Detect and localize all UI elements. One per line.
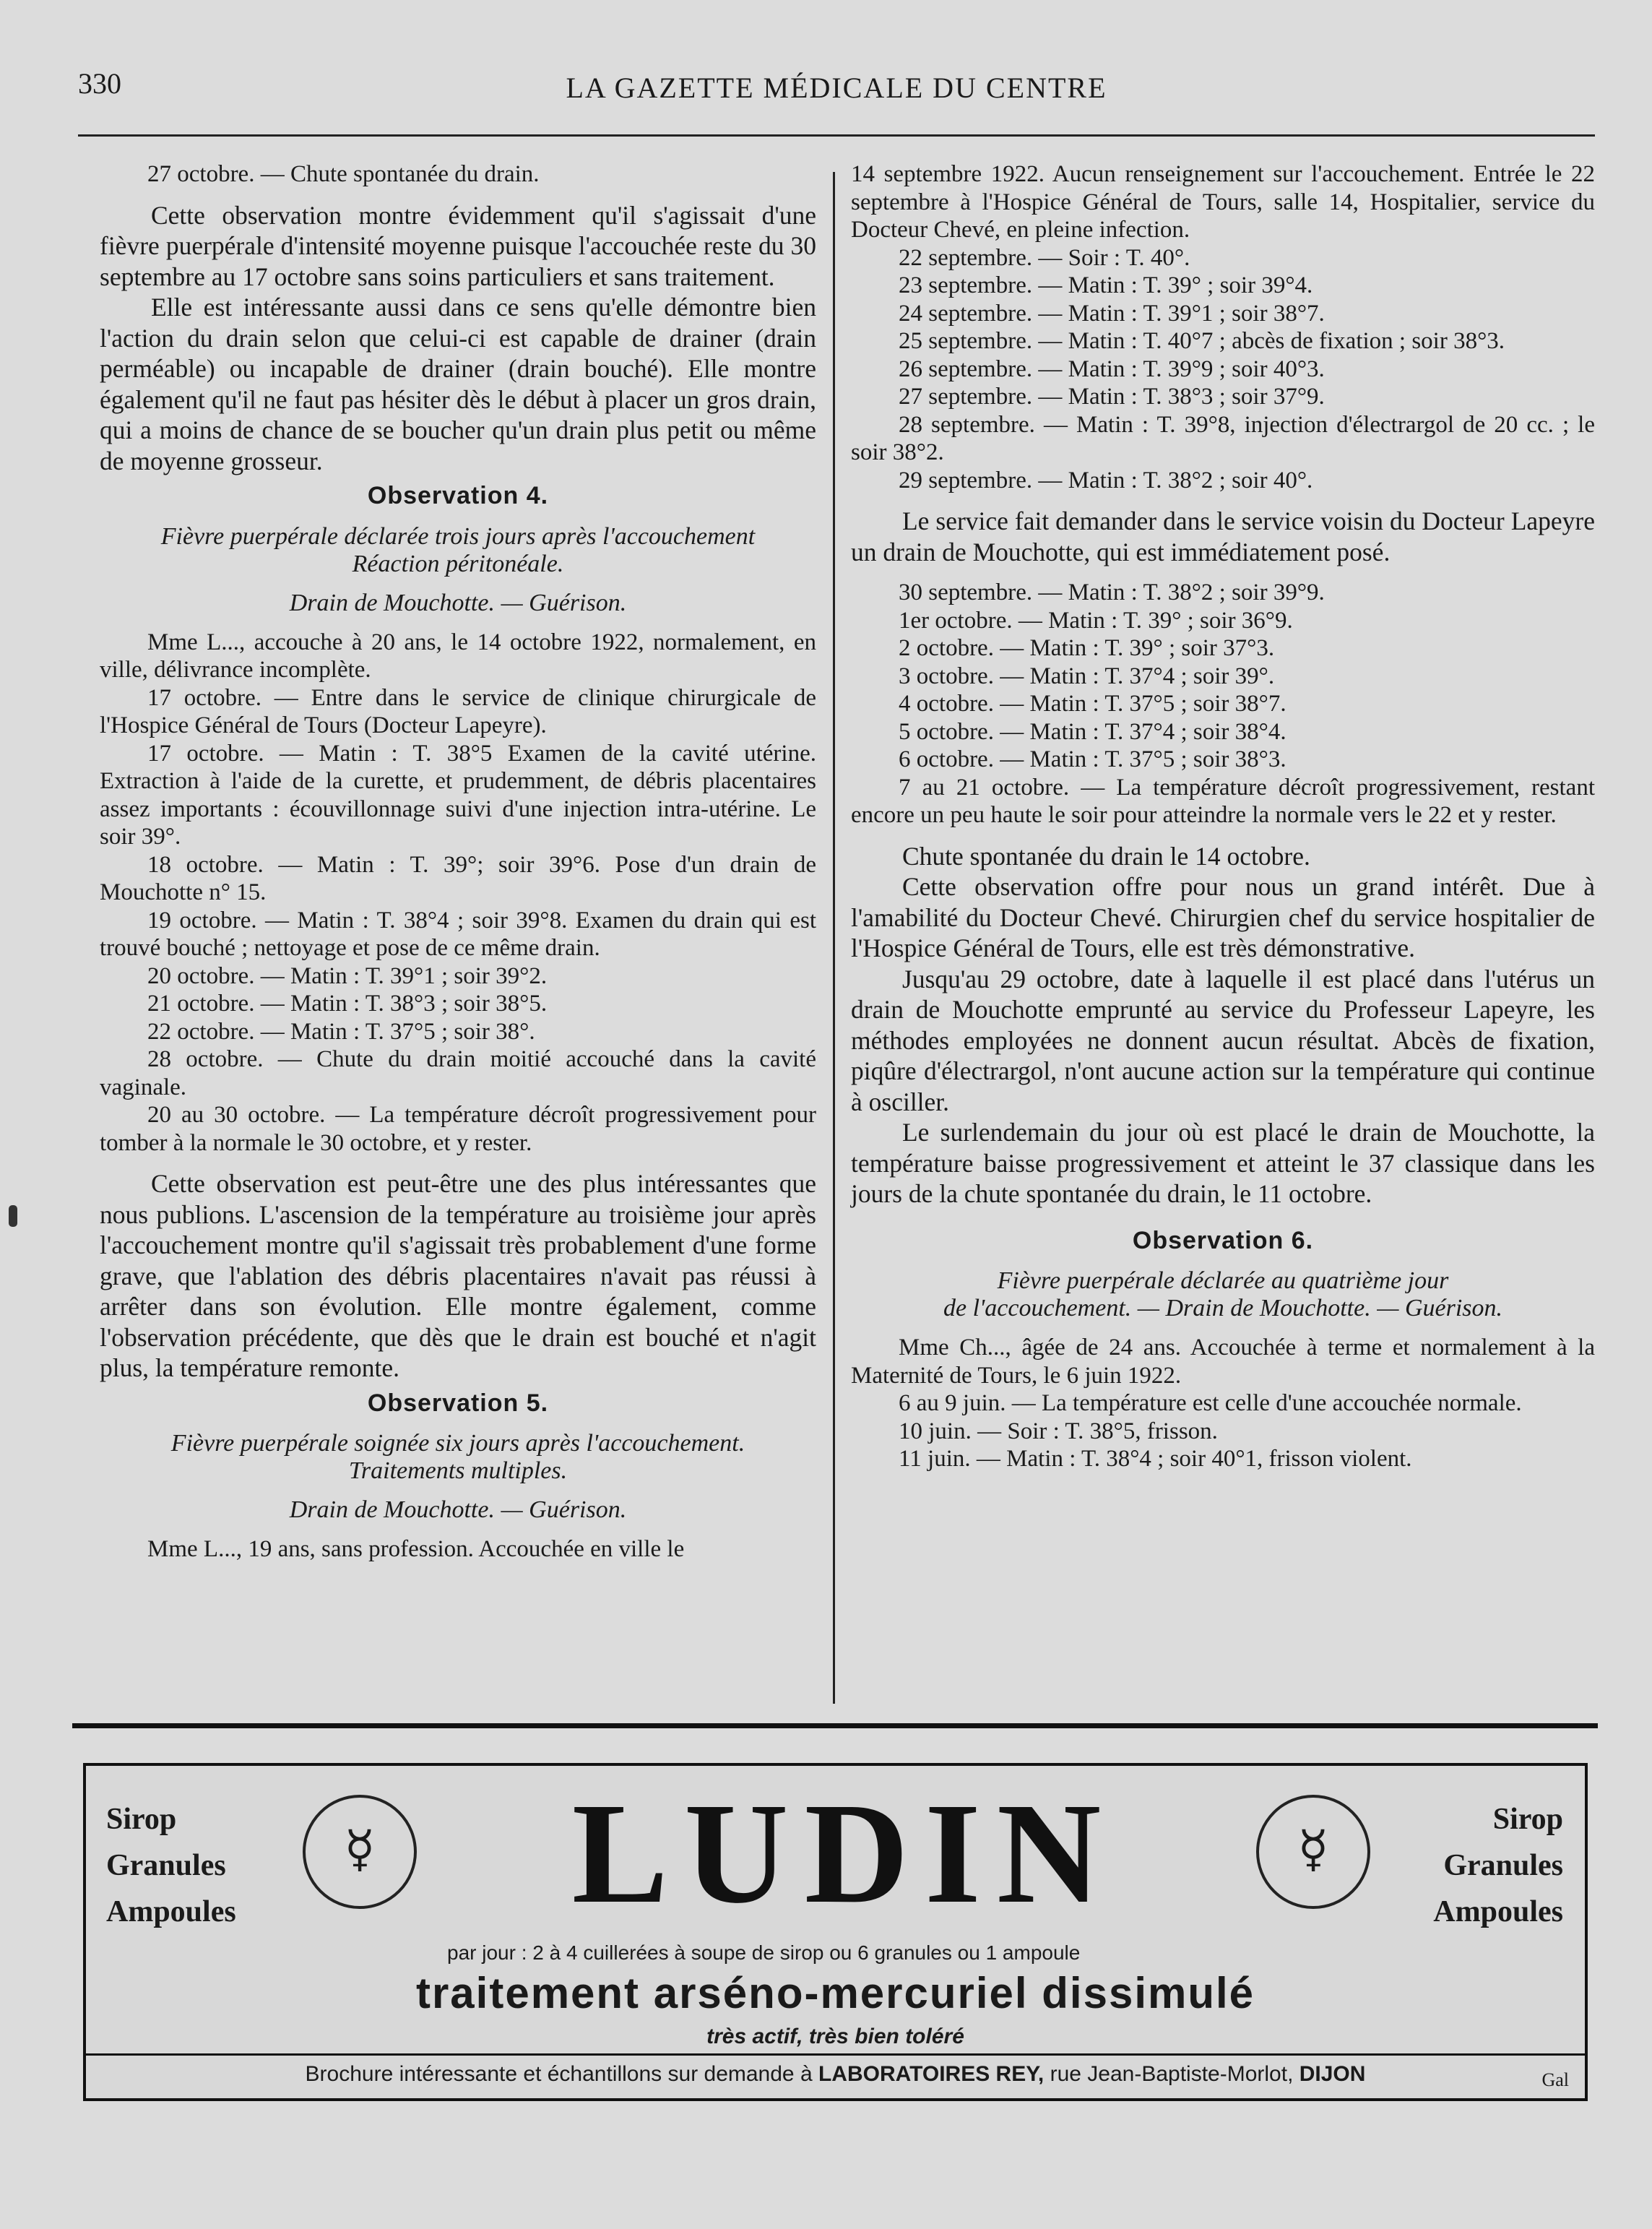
body-paragraph: Elle est intéressante aussi dans ce sens qu'elle démontre bien l'action du drain selon que celui-ci est capable de drainer (drain perméable) ou incapable de drainer (drain bouché). Elle montre également qu'il ne faut pas hésiter dès le début à placer un gros drain, qui a moins de chance de se boucher qu'un drain plus petit ou même de moyenne grosseur. [100,293,816,475]
case-note: 28 septembre. — Matin : T. 39°8, injection d'électrargol de 20 cc. ; le soir 38°2. [851,411,1595,465]
spacer [851,829,1595,841]
page-header [78,66,1595,124]
body-paragraph: Le surlendemain du jour où est placé le drain de Mouchotte, la température baisse progressivement et atteint le 37 classique dans les jours de la chute spontanée du drain, le 11 octobre. [851,1118,1595,1208]
column-divider [833,172,835,1704]
body-paragraph: Cette observation est peut-être une des plus intéressantes que nous publions. L'ascension de la température au troisième jour après l'accouchement montre qu'il s'agissait très probablement d'une forme grave, que l'ablation des débris placentaires n'avait pas réussi à arrêter dans son évolution. Elle montre également, comme l'observation précédente, que dès que le drain est bouché et n'agit plus, la température remonte. [100,1169,816,1382]
section-subtitle: Fièvre puerpérale déclarée trois jours après l'accouchement [160,522,756,550]
case-note: 6 au 9 juin. — La température est celle d'une accouchée normale. [899,1390,1522,1416]
ad-right-forms [1433,1796,1563,1935]
spacer [100,1485,816,1496]
case-note: 6 octobre. — Matin : T. 37°5 ; soir 38°3. [899,746,1286,772]
case-note: 20 octobre. — Matin : T. 39°1 ; soir 39°2. [147,962,548,989]
section-heading: Observation 4. [367,482,549,509]
case-note: 22 septembre. — Soir : T. 40°. [899,244,1190,271]
ad-footer-city: DIJON [1299,2062,1366,2086]
ad-footer-lab: LABORATOIRES REY, [818,2062,1045,2086]
case-note: 5 octobre. — Matin : T. 37°4 ; soir 38°4. [899,718,1286,745]
ink-smudge [9,1205,17,1227]
ad-dosage: par jour : 2 à 4 cuillerées à soupe de sirop ou 6 granules ou 1 ampoule [447,1941,1081,1964]
case-note: 27 septembre. — Matin : T. 38°3 ; soir 37°9. [899,384,1325,410]
right-column [851,160,1595,1473]
body-paragraph: Cette observation offre pour nous un grand intérêt. Due à l'amabilité du Docteur Chevé. Chirurgien chef du service hospitalier de l'Hospice Général de Tours, elle est très démonstrative. [851,872,1595,962]
section-subtitle: de l'accouchement. — Drain de Mouchotte. — Guérison. [943,1295,1502,1322]
spacer [851,1210,1595,1221]
section-subtitle: Traitements multiples. [348,1457,568,1484]
spacer [100,189,816,200]
ad-form-item: Sirop [1492,1803,1563,1836]
body-paragraph: Le service fait demander dans le service voisin du Docteur Lapeyre un drain de Mouchotte, qui est immédiatement posé. [851,506,1595,566]
section-heading: Observation 5. [367,1389,549,1417]
spacer [100,1157,816,1168]
spacer [851,1322,1595,1334]
spacer [100,578,816,590]
section-subtitle: Drain de Mouchotte. — Guérison. [289,589,627,616]
ad-form-item: Sirop [106,1803,177,1836]
case-note: 25 septembre. — Matin : T. 40°7 ; abcès de fixation ; soir 38°3. [899,328,1505,354]
case-note: 10 juin. — Soir : T. 38°5, frisson. [899,1418,1218,1444]
case-note: 7 au 21 octobre. — La température décroît progressivement, restant encore un peu haute le soir pour atteindre la normale vers le 22 et y rester. [851,774,1595,828]
case-note: 20 au 30 octobre. — La température décroît progressivement pour tomber à la normale le 30 octobre, et y rester. [100,1102,816,1156]
page-number: 330 [78,67,121,100]
case-note: Mme Ch..., âgée de 24 ans. Accouchée à terme et normalement à la Maternité de Tours, le 6 juin 1922. [851,1335,1595,1389]
case-note: 27 octobre. — Chute spontanée du drain. [147,161,540,187]
ad-tolerance: très actif, très bien toléré [706,2025,964,2048]
left-column [100,160,816,1564]
case-note: 2 octobre. — Matin : T. 39° ; soir 37°3. [899,635,1275,661]
case-note: 22 octobre. — Matin : T. 37°5 ; soir 38°. [147,1018,535,1045]
case-note: 21 octobre. — Matin : T. 38°3 ; soir 38°5. [147,991,548,1017]
case-note: 19 octobre. — Matin : T. 38°4 ; soir 39°8. Examen du drain qui est trouvé bouché ; nettoyage et pose de ce même drain. [100,907,816,961]
section-subtitle: Réaction péritonéale. [352,550,564,577]
mercury-head-icon: ☿ [303,1795,417,1909]
case-note: 1er octobre. — Matin : T. 39° ; soir 36°9. [899,607,1293,634]
section-subtitle: Fièvre puerpérale soignée six jours après l'accouchement. [170,1430,745,1457]
spacer [100,1524,816,1535]
case-note: 3 octobre. — Matin : T. 37°4 ; soir 39°. [899,663,1275,689]
case-note: 26 septembre. — Matin : T. 39°9 ; soir 40°3. [899,355,1325,382]
case-note: 23 septembre. — Matin : T. 39° ; soir 39°4. [899,272,1313,298]
header-rule [78,134,1595,137]
section-subtitle: Drain de Mouchotte. — Guérison. [289,1496,627,1523]
ad-brand: LUDIN [571,1774,1117,1933]
case-note: 17 octobre. — Entre dans le service de clinique chirurgicale de l'Hospice Général de Tours (Docteur Lapeyre). [100,684,816,738]
case-note: 18 octobre. — Matin : T. 39°; soir 39°6. Pose d'un drain de Mouchotte n° 15. [100,851,816,905]
mercury-head-icon: ☿ [1256,1795,1370,1909]
ad-footer [86,2062,1585,2087]
case-note: 28 octobre. — Chute du drain moitié accouché dans la cavité vaginale. [100,1046,816,1100]
ad-form-item: Ampoules [1433,1895,1563,1928]
case-note: 11 juin. — Matin : T. 38°4 ; soir 40°1, frisson violent. [899,1446,1412,1472]
case-note: 24 septembre. — Matin : T. 39°1 ; soir 38°7. [899,300,1325,327]
body-paragraph: Jusqu'au 29 octobre, date à laquelle il est placé dans l'utérus un drain de Mouchotte emprunté au service du Professeur Lapeyre, les méthodes employées ne donnent aucun résultat. Abcès de fixation, piqûre d'électrargol, n'ont aucune action sur la température qui continue à osciller. [851,964,1595,1116]
ad-footer-prefix: Brochure intéressante et échantillons sur demande à [305,2062,813,2086]
case-note: 30 septembre. — Matin : T. 38°2 ; soir 39°9. [899,579,1325,605]
section-heading: Observation 6. [1132,1226,1314,1254]
case-note: 4 octobre. — Matin : T. 37°5 ; soir 38°7. [899,691,1286,717]
ad-form-item: Ampoules [106,1895,236,1928]
ad-form-item: Granules [106,1849,226,1882]
ad-form-item: Granules [1443,1849,1563,1882]
spacer [851,567,1595,579]
section-subtitle: Fièvre puerpérale déclarée au quatrième jour [997,1267,1449,1294]
case-note: Mme L..., 19 ans, sans profession. Accouchée en ville le [147,1536,685,1562]
spacer [100,617,816,629]
case-note: 17 octobre. — Matin : T. 38°5 Examen de la cavité utérine. Extraction à l'aide de la curette, et prudemment, de débris placentaires assez importants : écouvillonnage suivi d'une injection intra-utérine. Le soir 39°. [100,740,816,850]
case-note: 14 septembre 1922. Aucun renseignement sur l'accouchement. Entrée le 22 septembre à l'Hospice Général de Tours, salle 14, Hospitalier, service du Docteur Chevé, en pleine infection. [851,161,1595,243]
ad-treatment: traitement arséno-mercuriel dissimulé [415,1969,1255,2017]
advertisement-top-rule [72,1723,1598,1728]
ad-footer-rule [86,2053,1585,2056]
ad-signature: Gal [1541,2069,1569,2090]
spacer [851,494,1595,506]
case-note: Mme L..., accouche à 20 ans, le 14 octobre 1922, normalement, en ville, délivrance incomplète. [100,629,816,683]
body-paragraph: Cette observation montre évidemment qu'il s'agissait d'une fièvre puerpérale d'intensité moyenne puisque l'accouchée reste du 30 septembre au 17 octobre sans soins particuliers et sans traitement. [100,200,816,291]
ad-left-forms [106,1796,236,1935]
ad-footer-street: rue Jean-Baptiste-Morlot, [1050,2062,1294,2086]
body-paragraph: Chute spontanée du drain le 14 octobre. [902,841,1310,871]
advertisement [83,1763,1588,2101]
running-title: LA GAZETTE MÉDICALE DU CENTRE [566,72,1107,104]
case-note: 29 septembre. — Matin : T. 38°2 ; soir 40°. [899,467,1313,493]
